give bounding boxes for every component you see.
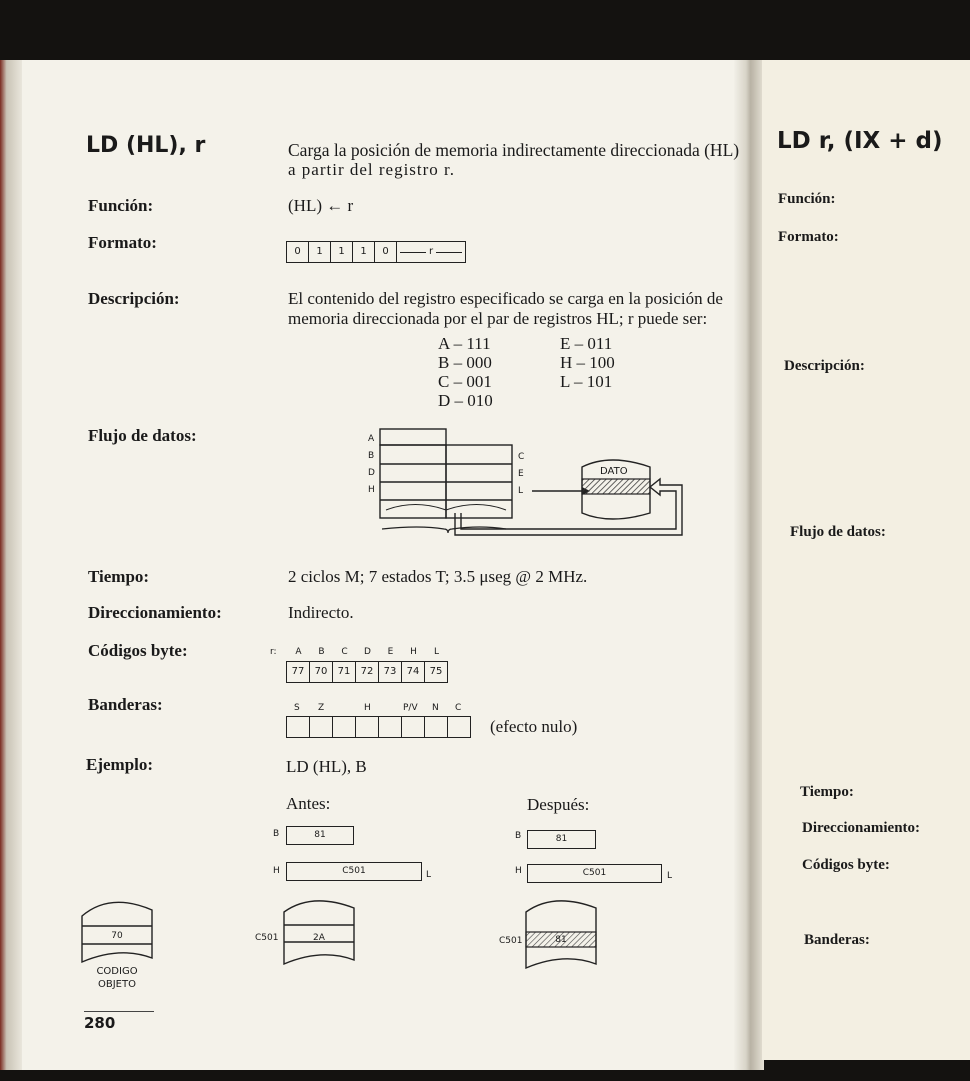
label-banderas: Banderas: bbox=[88, 695, 163, 714]
register-label: D bbox=[368, 468, 375, 478]
format-bit-box bbox=[286, 241, 466, 263]
despues-heading: Después: bbox=[527, 795, 590, 814]
object-code-caption1: CODIGO bbox=[96, 966, 138, 977]
flow-right-labels bbox=[518, 449, 524, 500]
codes-prefix: r: bbox=[270, 647, 277, 657]
ex-after-mem-value: 81 bbox=[555, 935, 567, 945]
code-value: 75 bbox=[425, 662, 448, 682]
ex-before-l-label: L bbox=[426, 870, 432, 880]
code-header: E bbox=[387, 647, 394, 657]
label-descripcion: Descripción: bbox=[88, 289, 180, 308]
codes-table bbox=[286, 661, 448, 683]
right-label-codigos: Códigos byte: bbox=[802, 857, 890, 873]
code-value: 71 bbox=[333, 662, 356, 682]
ex-before-mem-label: C501 bbox=[255, 933, 279, 943]
register-codes-left bbox=[438, 334, 493, 410]
codes-headers bbox=[287, 647, 448, 657]
register-label: E bbox=[518, 469, 524, 479]
data-flow-diagram bbox=[360, 425, 690, 550]
ex-after-l-label: L bbox=[667, 871, 673, 881]
format-bit: 1 bbox=[331, 242, 353, 262]
ex-after-b-label: B bbox=[515, 831, 522, 841]
object-code-caption2: OBJETO bbox=[98, 979, 136, 990]
register-code: A – 111 bbox=[438, 334, 491, 353]
register-label: H bbox=[368, 485, 375, 495]
register-code: H – 100 bbox=[560, 353, 615, 372]
ejemplo-value: LD (HL), B bbox=[286, 757, 367, 776]
label-direccionamiento: Direccionamiento: bbox=[88, 603, 222, 622]
flag-label: P/V bbox=[403, 703, 418, 713]
dato-label: DATO bbox=[600, 466, 628, 477]
code-header: C bbox=[341, 647, 348, 657]
code-value: 72 bbox=[356, 662, 379, 682]
code-header: D bbox=[364, 647, 371, 657]
right-label-descripcion: Descripción: bbox=[784, 358, 865, 374]
register-codes-right bbox=[560, 334, 615, 391]
register-label: C bbox=[518, 452, 525, 462]
descripcion-line1: El contenido del registro especificado se carga en la posición de bbox=[288, 289, 723, 308]
code-header: H bbox=[410, 647, 417, 657]
memory-data-cell bbox=[582, 479, 650, 494]
format-bit: 0 bbox=[375, 242, 397, 262]
right-label-flujo: Flujo de datos: bbox=[790, 524, 886, 540]
right-instruction-title: LD r, (IX + d) bbox=[777, 128, 943, 154]
label-flujo: Flujo de datos: bbox=[88, 426, 197, 445]
ex-before-hl-value: C501 bbox=[286, 862, 422, 881]
instruction-title: LD (HL), r bbox=[86, 133, 206, 158]
ex-before-b-value: 81 bbox=[286, 826, 354, 845]
book-edge bbox=[0, 60, 22, 1070]
register-label: A bbox=[368, 434, 375, 444]
code-header: L bbox=[433, 647, 439, 657]
flags-note: (efecto nulo) bbox=[490, 717, 578, 736]
register-label: L bbox=[518, 486, 524, 496]
flow-left-labels bbox=[368, 431, 375, 499]
format-bit: 1 bbox=[353, 242, 375, 262]
flag-label: N bbox=[432, 703, 439, 713]
register-label: B bbox=[368, 451, 375, 461]
code-value: 74 bbox=[402, 662, 425, 682]
register-code: E – 011 bbox=[560, 334, 613, 353]
label-ejemplo: Ejemplo: bbox=[86, 755, 154, 774]
ex-after-hl-value: C501 bbox=[527, 864, 662, 883]
code-header: B bbox=[318, 647, 325, 657]
flag-label: H bbox=[364, 703, 371, 713]
label-tiempo: Tiempo: bbox=[88, 567, 150, 586]
code-header: A bbox=[295, 647, 302, 657]
code-value: 70 bbox=[310, 662, 333, 682]
ex-after-b-value: 81 bbox=[527, 830, 596, 849]
flag-label: C bbox=[455, 703, 462, 713]
tiempo-value: 2 ciclos M; 7 estados T; 3.5 μseg @ 2 MHz. bbox=[288, 567, 588, 586]
label-funcion: Función: bbox=[88, 196, 154, 215]
register-code: L – 101 bbox=[560, 372, 613, 391]
format-bit: 1 bbox=[309, 242, 331, 262]
ex-before-mem-value: 2A bbox=[313, 933, 325, 943]
register-code: D – 010 bbox=[438, 391, 493, 410]
flag-label: S bbox=[294, 703, 300, 713]
flags-register bbox=[286, 716, 471, 738]
direccionamiento-value: Indirecto. bbox=[288, 603, 354, 622]
right-label-tiempo: Tiempo: bbox=[800, 784, 854, 800]
code-value: 73 bbox=[379, 662, 402, 682]
page-number: 280 bbox=[84, 1014, 116, 1032]
code-value: 77 bbox=[287, 662, 310, 682]
object-code-value: 70 bbox=[111, 931, 123, 941]
instruction-summary-line2: a partir del registro r. bbox=[288, 160, 456, 179]
book-spine bbox=[734, 60, 764, 1070]
ex-after-mem-label: C501 bbox=[499, 936, 523, 946]
right-label-funcion: Función: bbox=[778, 191, 836, 207]
label-formato: Formato: bbox=[88, 233, 157, 252]
right-page bbox=[762, 60, 970, 1060]
ex-before-b-label: B bbox=[273, 829, 280, 839]
register-a-cell bbox=[380, 429, 446, 445]
format-bit: 0 bbox=[287, 242, 309, 262]
antes-heading: Antes: bbox=[286, 794, 331, 813]
descripcion-line2: memoria direccionada por el par de registros HL; r puede ser: bbox=[288, 309, 708, 328]
label-codigos: Códigos byte: bbox=[88, 641, 188, 660]
funcion-value: (HL) ← r bbox=[288, 196, 354, 215]
register-code: C – 001 bbox=[438, 372, 492, 391]
right-label-banderas: Banderas: bbox=[804, 932, 870, 948]
footer-rule bbox=[84, 1011, 154, 1012]
format-r-label: r bbox=[426, 246, 436, 257]
flag-label: Z bbox=[318, 703, 325, 713]
ex-before-h-label: H bbox=[273, 866, 280, 876]
ex-after-h-label: H bbox=[515, 866, 522, 876]
format-r-field bbox=[397, 242, 466, 262]
right-label-formato: Formato: bbox=[778, 229, 839, 245]
register-code: B – 000 bbox=[438, 353, 492, 372]
instruction-summary-line1: Carga la posición de memoria indirectamente direccionada (HL) bbox=[288, 140, 740, 160]
right-label-direccionamiento: Direccionamiento: bbox=[802, 820, 921, 836]
